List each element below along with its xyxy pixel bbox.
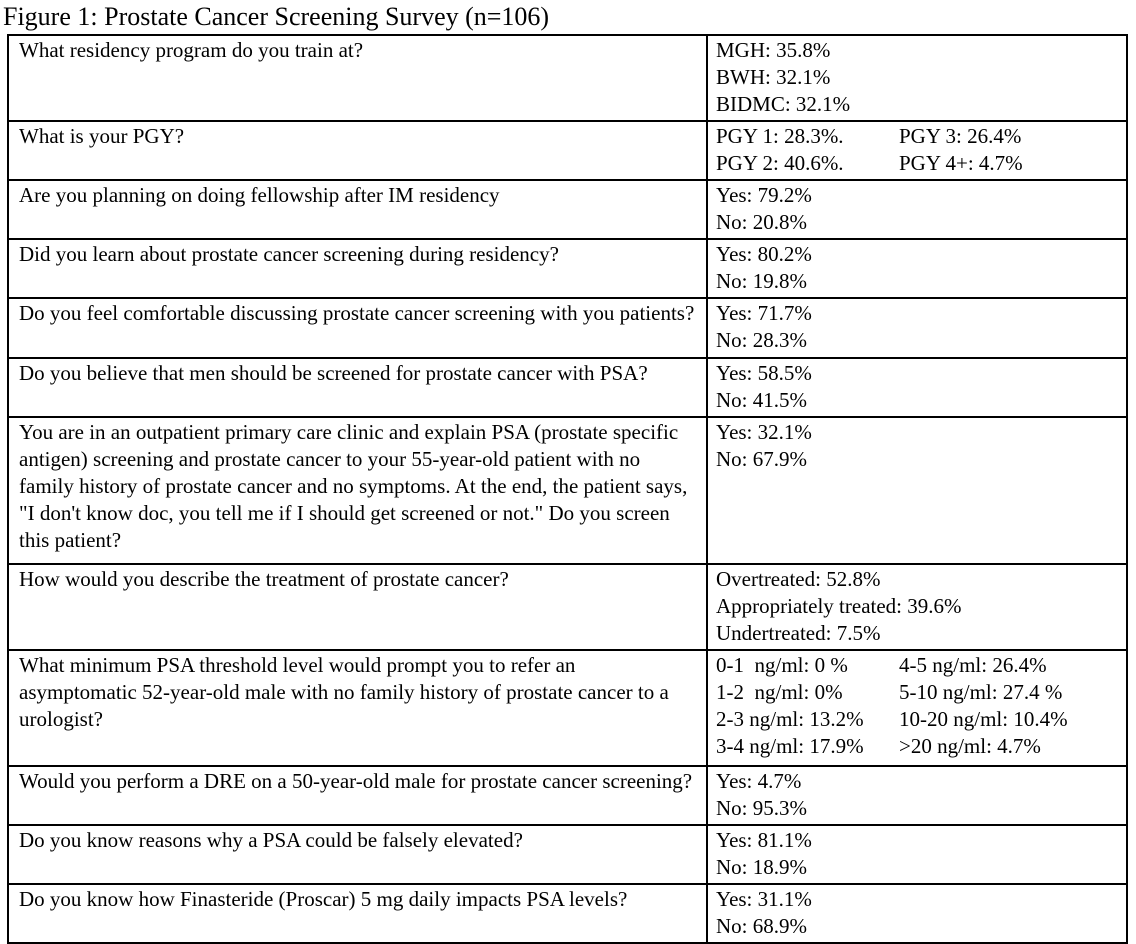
answer-line: No: 41.5% xyxy=(716,388,807,412)
table-row xyxy=(9,179,1126,238)
answer-cell xyxy=(708,359,1126,416)
answer-line: Yes: 32.1% xyxy=(716,420,812,444)
answer-line: Yes: 81.1% xyxy=(716,828,812,852)
question-cell xyxy=(9,767,708,824)
answer-cell xyxy=(708,418,1126,563)
answer-cell xyxy=(708,240,1126,297)
table-row xyxy=(9,238,1126,297)
answer-line: No: 95.3% xyxy=(716,796,807,820)
question-text: Do you know how Finasteride (Proscar) 5 mg daily impacts PSA levels? xyxy=(19,887,628,911)
question-cell xyxy=(9,885,708,942)
answer-value: 0-1 ng/ml: 0 % xyxy=(716,653,848,677)
answer-cell xyxy=(708,565,1126,649)
answer-line: Yes: 58.5% xyxy=(716,361,812,385)
question-cell xyxy=(9,181,708,238)
answer-value: PGY 1: 28.3%. xyxy=(716,124,844,148)
answer-line: Yes: 71.7% xyxy=(716,301,812,325)
survey-table xyxy=(7,34,1128,944)
question-cell xyxy=(9,826,708,883)
answer-value: 2-3 ng/ml: 13.2% xyxy=(716,707,864,731)
table-row xyxy=(9,416,1126,563)
question-cell xyxy=(9,651,708,765)
answer-line: Yes: 4.7% xyxy=(716,769,802,793)
question-text: Do you know reasons why a PSA could be falsely elevated? xyxy=(19,828,523,852)
table-row xyxy=(9,357,1126,416)
answer-value: 3-4 ng/ml: 17.9% xyxy=(716,734,864,758)
answer-line: Appropriately treated: 39.6% xyxy=(716,594,962,618)
question-text: How would you describe the treatment of prostate cancer? xyxy=(19,567,509,591)
answer-line xyxy=(716,150,1122,177)
answer-line: No: 67.9% xyxy=(716,447,807,471)
answer-line: Undertreated: 7.5% xyxy=(716,621,881,645)
question-text: Would you perform a DRE on a 50-year-old male for prostate cancer screening? xyxy=(19,769,693,793)
answer-line xyxy=(716,733,1122,760)
question-cell xyxy=(9,122,708,179)
question-text: Did you learn about prostate cancer screening during residency? xyxy=(19,242,559,266)
table-row xyxy=(9,563,1126,649)
answer-line xyxy=(716,652,1122,679)
table-row xyxy=(9,36,1126,120)
question-text: What is your PGY? xyxy=(19,124,185,148)
table-row xyxy=(9,120,1126,179)
answer-line: Yes: 31.1% xyxy=(716,887,812,911)
answer-cell xyxy=(708,299,1126,357)
answer-line: No: 18.9% xyxy=(716,855,807,879)
answer-line: Overtreated: 52.8% xyxy=(716,567,881,591)
answer-line: No: 68.9% xyxy=(716,914,807,938)
table-row xyxy=(9,824,1126,883)
table-row xyxy=(9,883,1126,942)
answer-line: No: 28.3% xyxy=(716,328,807,352)
question-cell xyxy=(9,240,708,297)
answer-value: PGY 4+: 4.7% xyxy=(899,151,1023,175)
question-text: What minimum PSA threshold level would prompt you to refer an asymptomatic 52-year-old male with no family history of prostate cancer to a urologist? xyxy=(19,653,675,731)
question-text: Do you believe that men should be screened for prostate cancer with PSA? xyxy=(19,361,648,385)
question-text: What residency program do you train at? xyxy=(19,38,364,62)
answer-value: >20 ng/ml: 4.7% xyxy=(899,734,1041,758)
answer-line: No: 19.8% xyxy=(716,269,807,293)
answer-line: MGH: 35.8% xyxy=(716,38,831,62)
answer-cell xyxy=(708,826,1126,883)
answer-line xyxy=(716,123,1122,150)
answer-cell xyxy=(708,885,1126,942)
table-row xyxy=(9,297,1126,357)
figure-title: Figure 1: Prostate Cancer Screening Survey (n=106) xyxy=(3,2,550,31)
question-cell xyxy=(9,418,708,563)
question-text: Do you feel comfortable discussing prostate cancer screening with you patients? xyxy=(19,301,695,325)
answer-cell xyxy=(708,36,1126,120)
answer-line: BWH: 32.1% xyxy=(716,65,831,89)
question-cell xyxy=(9,565,708,649)
answer-value: 4-5 ng/ml: 26.4% xyxy=(899,653,1047,677)
answer-line: No: 20.8% xyxy=(716,210,807,234)
answer-line: Yes: 79.2% xyxy=(716,183,812,207)
answer-line xyxy=(716,706,1122,733)
answer-line: Yes: 80.2% xyxy=(716,242,812,266)
answer-cell xyxy=(708,651,1126,765)
answer-cell xyxy=(708,767,1126,824)
answer-line: BIDMC: 32.1% xyxy=(716,92,851,116)
answer-cell xyxy=(708,181,1126,238)
answer-value: PGY 3: 26.4% xyxy=(899,124,1022,148)
table-row xyxy=(9,765,1126,824)
answer-value: 1-2 ng/ml: 0% xyxy=(716,680,843,704)
question-text: You are in an outpatient primary care clinic and explain PSA (prostate specific antigen) screening and prostate cancer to your 55-year-old patient with no family history of prostate cancer and no symptoms. At the end, the patient says, "I don't know doc, you tell me if I should get screened or not." Do you screen this patient? xyxy=(19,420,693,552)
answer-value: 10-20 ng/ml: 10.4% xyxy=(899,707,1068,731)
question-cell xyxy=(9,299,708,357)
question-text: Are you planning on doing fellowship after IM residency xyxy=(19,183,500,207)
question-cell xyxy=(9,359,708,416)
table-row xyxy=(9,649,1126,765)
answer-value: 5-10 ng/ml: 27.4 % xyxy=(899,680,1063,704)
question-cell xyxy=(9,36,708,120)
answer-line xyxy=(716,679,1122,706)
answer-cell xyxy=(708,122,1126,179)
answer-value: PGY 2: 40.6%. xyxy=(716,151,844,175)
